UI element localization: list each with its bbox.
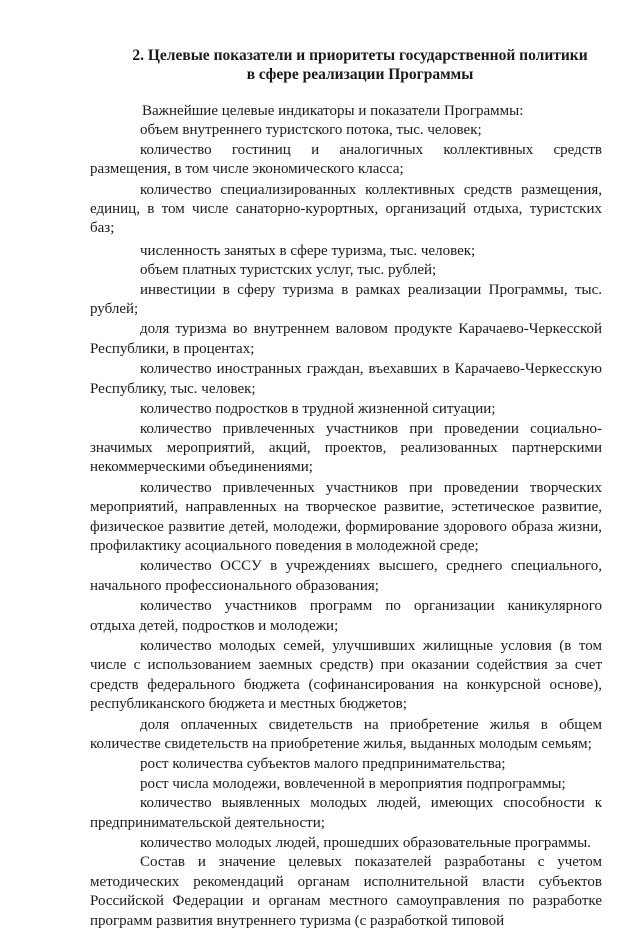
paragraph: количество привлеченных участников при проведении творческих мероприятий, направленных на творческое развитие, эстетическое развитие, физическое развитие детей, молодежи, формирование здорового образа жизни, профилактику асоциального поведения в молодежной среде; — [90, 479, 602, 554]
paragraph: объем платных туристских услуг, тыс. рублей; — [140, 262, 437, 279]
paragraph: количество участников программ по организации каникулярного отдыха детей, подростков и молодежи; — [90, 598, 602, 634]
paragraph: количество молодых семей, улучшивших жилищные условия (в том числе с использованием заемных средств) при оказании содействия за счет средств федерального бюджета (софинансирования на конкурсной основе), республиканского бюджета и местных бюджетов; — [90, 637, 602, 713]
paragraph: количество специализированных коллективных средств размещения, единиц, в том числе санаторно-курортных, организаций отдыха, туристских баз; — [90, 181, 602, 237]
paragraph: количество ОССУ в учреждениях высшего, среднего специального, начального профессионального образования; — [90, 558, 602, 594]
paragraph: рост количества субъектов малого предпринимательства; — [140, 756, 506, 773]
paragraph: объем внутреннего туристского потока, тыс. человек; — [140, 122, 482, 139]
paragraph: количество иностранных граждан, въехавших в Карачаево-Черкесскую Республику, тыс. человек; — [90, 361, 602, 397]
section-heading-line-1: 2. Целевые показатели и приоритеты государственной политики — [132, 47, 588, 64]
paragraph: количество подростков в трудной жизненной ситуации; — [140, 401, 496, 418]
section-heading — [120, 46, 600, 84]
paragraph: доля туризма во внутреннем валовом продукте Карачаево-Черкесской Республики, в процентах; — [90, 321, 602, 357]
paragraph: рост числа молодежи, вовлеченной в мероприятия подпрограммы; — [140, 775, 566, 792]
paragraph: количество молодых людей, прошедших образовательные программы. — [140, 835, 591, 852]
paragraph: доля оплаченных свидетельств на приобретение жилья в общем количестве свидетельств на приобретение жилья, выданных молодым семьям; — [90, 716, 602, 752]
paragraph: количество гостиниц и аналогичных коллективных средств размещения, в том числе экономического класса; — [90, 141, 602, 178]
document-body — [90, 102, 602, 932]
section-heading-line-2: в сфере реализации Программы — [246, 66, 474, 83]
paragraph: Состав и значение целевых показателей разработаны с учетом методических рекомендаций органам исполнительной власти субъектов Российской Федерации и органам местного самоуправления по разработке программ развития внутреннего туризма (с разработкой типовой — [90, 854, 602, 929]
paragraph: количество привлеченных участников при проведении социально-значимых мероприятий, акций, проектов, реализованных партнерскими некоммерческими объединениями; — [90, 420, 602, 476]
paragraph: количество выявленных молодых людей, имеющих способности к предпринимательской деятельности; — [90, 795, 602, 831]
paragraph: инвестиции в сферу туризма в рамках реализации Программы, тыс. рублей; — [90, 281, 602, 318]
paragraph: Важнейшие целевые индикаторы и показатели Программы: — [142, 103, 524, 119]
paragraph: численность занятых в сфере туризма, тыс. человек; — [140, 242, 476, 259]
